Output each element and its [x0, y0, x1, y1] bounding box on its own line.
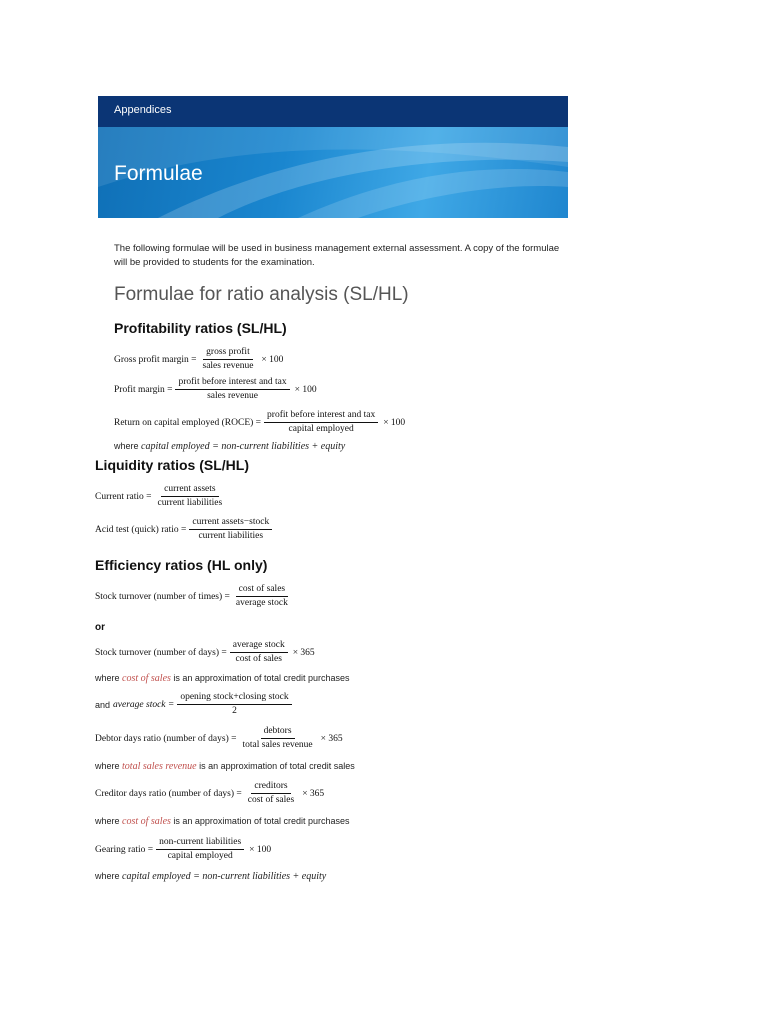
note-prefix: where — [114, 441, 142, 451]
cost-of-sales-note — [95, 673, 350, 684]
formula-prefix: and — [95, 699, 111, 710]
banner-top-bar — [98, 96, 568, 127]
numerator: average stock — [230, 640, 288, 653]
denominator: sales revenue — [207, 391, 259, 401]
fraction — [239, 726, 315, 751]
fraction — [264, 410, 378, 435]
multiplier: × 100 — [249, 844, 272, 855]
numerator: opening stock+closing stock — [177, 692, 291, 705]
numerator: profit before interest and tax — [175, 377, 289, 390]
numerator: cost of sales — [236, 584, 288, 597]
fraction — [177, 692, 291, 717]
acid-test-formula — [95, 517, 275, 542]
numerator: gross profit — [203, 347, 253, 360]
fraction — [155, 484, 226, 509]
formula-label: Gearing ratio = — [95, 844, 154, 855]
formula-label: Stock turnover (number of times) = — [95, 591, 230, 602]
multiplier: × 100 — [261, 354, 284, 365]
denominator: sales revenue — [202, 361, 254, 371]
denominator: cost of sales — [247, 795, 295, 805]
fraction — [233, 584, 291, 609]
average-stock-formula — [95, 692, 295, 717]
intro-paragraph: The following formulae will be used in business management external assessment. A copy of the formulae will be provided to students for the examination. — [114, 243, 560, 268]
note-variable: cost of sales — [122, 673, 171, 684]
total-sales-note — [95, 761, 355, 772]
formula-label: Profit margin = — [114, 384, 173, 395]
multiplier: × 100 — [383, 417, 406, 428]
roce-formula — [114, 410, 405, 435]
cost-of-sales-note-2 — [95, 816, 350, 827]
formula-label: average stock = — [113, 699, 175, 710]
or-label: or — [95, 622, 105, 633]
note-expression: capital employed = non-current liabilities + equity — [141, 441, 346, 452]
note-variable: cost of sales — [122, 816, 171, 827]
denominator: total sales revenue — [242, 740, 313, 750]
formula-label: Stock turnover (number of days) = — [95, 647, 227, 658]
page-title: Formulae — [114, 162, 203, 185]
denominator: cost of sales — [235, 654, 282, 664]
header-banner — [98, 96, 568, 218]
note-suffix: is an approximation of total credit purchases — [170, 816, 350, 826]
note-suffix: is an approximation of total credit sales — [196, 761, 355, 771]
note-prefix: where — [95, 816, 123, 826]
numerator: current assets−stock — [189, 517, 272, 530]
debtor-days-formula — [95, 726, 343, 751]
note-suffix: is an approximation of total credit purchases — [170, 673, 350, 683]
denominator: capital employed — [167, 851, 233, 861]
banner-label: Appendices — [114, 104, 172, 116]
fraction — [245, 781, 297, 806]
fraction — [175, 377, 289, 402]
fraction — [200, 347, 257, 372]
numerator: debtors — [261, 726, 295, 739]
formula-label: Creditor days ratio (number of days) = — [95, 788, 242, 799]
fraction — [189, 517, 272, 542]
fraction — [230, 640, 288, 665]
gearing-capital-employed-note — [95, 871, 326, 882]
numerator: current assets — [161, 484, 218, 497]
profitability-heading: Profitability ratios (SL/HL) — [114, 320, 287, 336]
formula-label: Acid test (quick) ratio = — [95, 524, 187, 535]
note-prefix: where — [95, 761, 123, 771]
stock-turnover-times-formula — [95, 584, 294, 609]
profit-margin-formula — [114, 377, 317, 402]
numerator: creditors — [251, 781, 290, 794]
note-prefix: where — [95, 673, 123, 683]
formula-label: Current ratio = — [95, 491, 152, 502]
liquidity-heading: Liquidity ratios (SL/HL) — [95, 457, 249, 473]
creditor-days-formula — [95, 781, 324, 806]
numerator: non-current liabilities — [156, 837, 244, 850]
denominator: current liabilities — [157, 498, 223, 508]
denominator: 2 — [232, 706, 237, 716]
multiplier: × 100 — [294, 384, 317, 395]
gearing-ratio-formula — [95, 837, 271, 862]
formula-label: Gross profit margin = — [114, 354, 197, 365]
multiplier: × 365 — [302, 788, 325, 799]
gross-profit-margin-formula — [114, 347, 283, 372]
stock-turnover-days-formula — [95, 640, 315, 665]
multiplier: × 365 — [292, 647, 315, 658]
numerator: profit before interest and tax — [264, 410, 378, 423]
note-prefix: where — [95, 871, 123, 881]
current-ratio-formula — [95, 484, 228, 509]
multiplier: × 365 — [320, 733, 343, 744]
fraction — [156, 837, 244, 862]
denominator: capital employed — [288, 424, 354, 434]
formula-label: Debtor days ratio (number of days) = — [95, 733, 237, 744]
denominator: current liabilities — [198, 531, 264, 541]
note-variable: total sales revenue — [122, 761, 197, 772]
efficiency-heading: Efficiency ratios (HL only) — [95, 557, 268, 573]
note-expression: capital employed = non-current liabilities + equity — [122, 871, 327, 882]
denominator: average stock — [235, 598, 288, 608]
capital-employed-note — [114, 441, 345, 452]
section-title: Formulae for ratio analysis (SL/HL) — [114, 284, 409, 305]
formula-label: Return on capital employed (ROCE) = — [114, 417, 262, 428]
